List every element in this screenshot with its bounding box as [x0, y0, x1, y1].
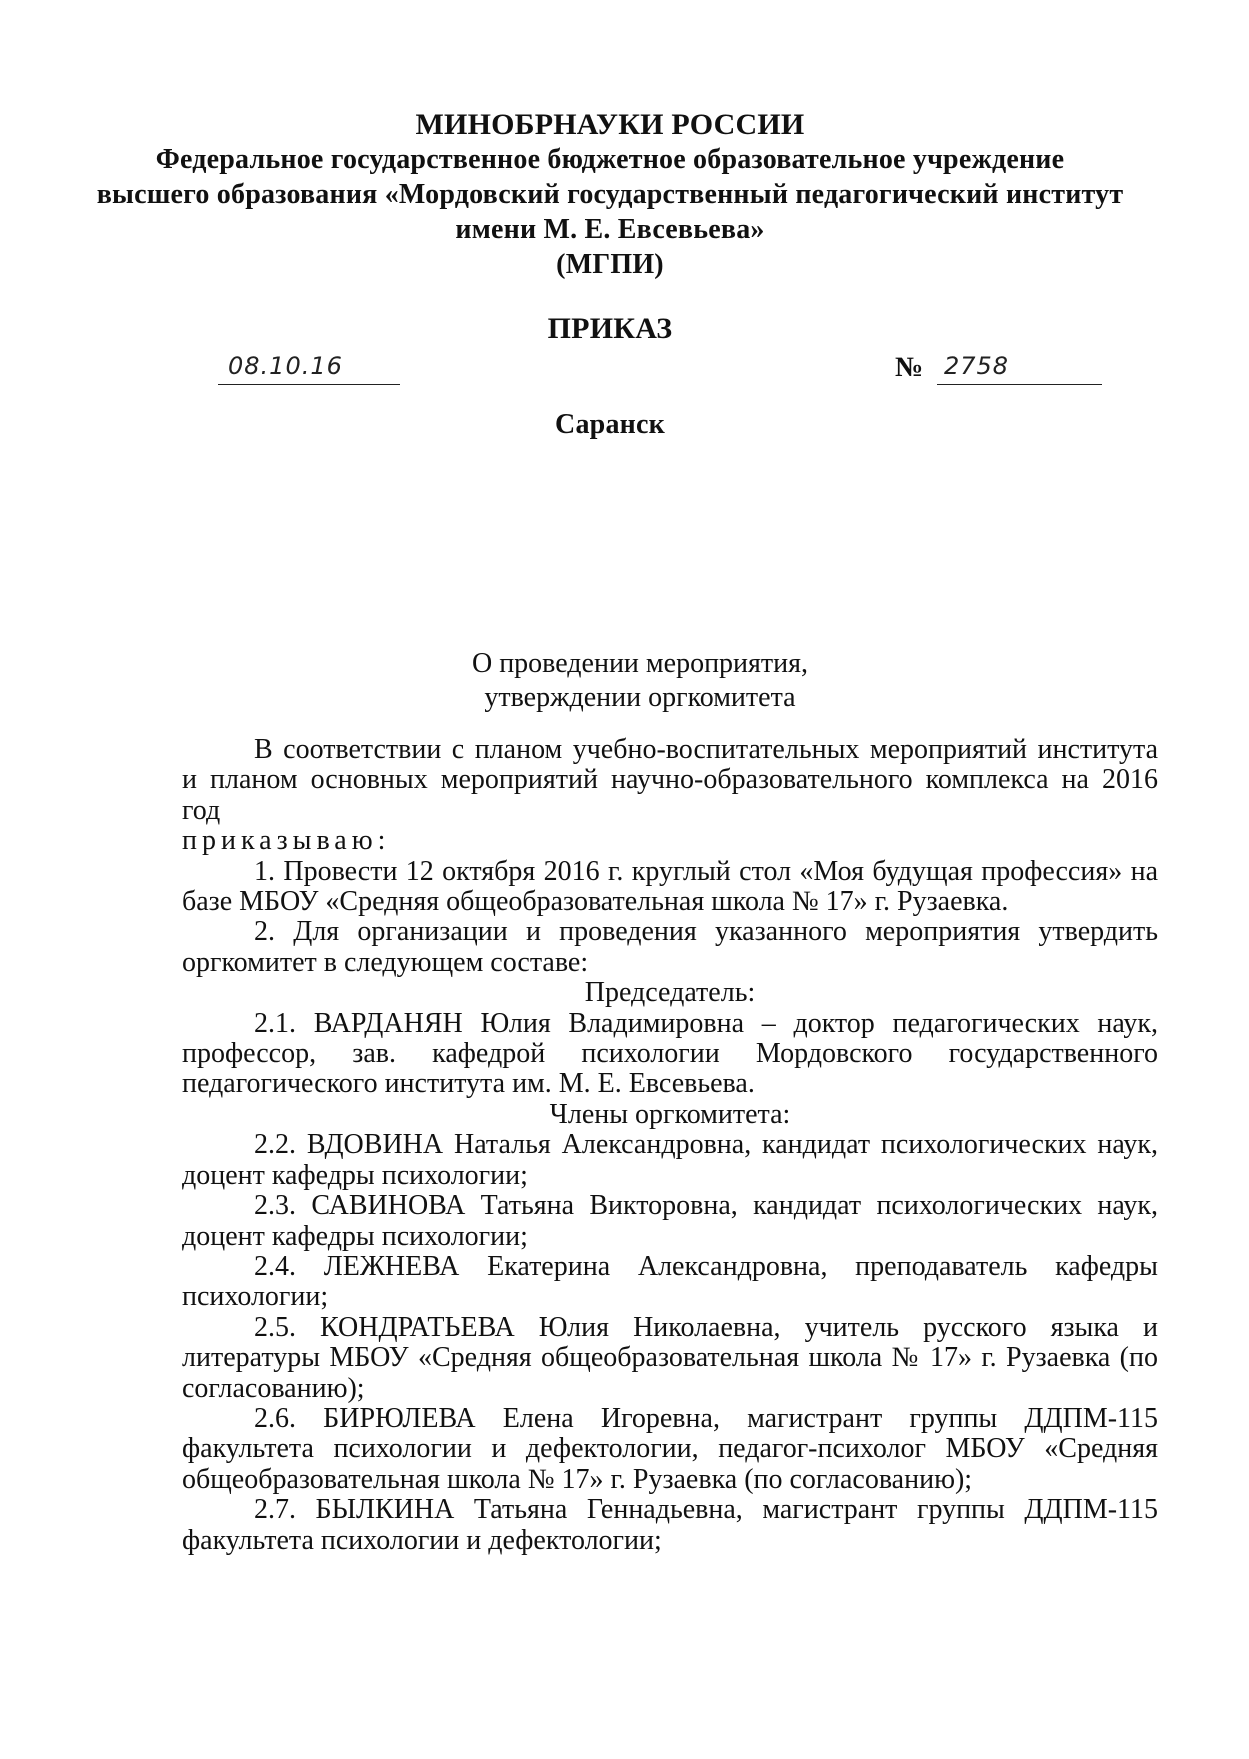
item-1: 1. Провести 12 октября 2016 г. круглый стол «Моя будущая профессия» на базе МБОУ «Средняя общеобразовательная школа № 17» г. Рузаевка. [182, 855, 1158, 918]
order-body [182, 735, 1158, 1556]
handwritten-date: 08.10.16 [228, 352, 343, 380]
members-heading: Члены оргкомитета: [549, 1098, 791, 1130]
item-2-2: 2.2. ВДОВИНА Наталья Александровна, кандидат психологических наук, доцент кафедры психологии; [182, 1129, 1158, 1191]
item-2-5: 2.5. КОНДРАТЬЕВА Юлия Николаевна, учитель русского языка и литературы МБОУ «Средняя общеобразовательная школа № 17» г. Рузаевка (по согласованию); [182, 1311, 1158, 1404]
document-type-title: ПРИКАЗ [547, 312, 673, 345]
order-word: приказываю: [182, 825, 391, 857]
item-2-4: 2.4. ЛЕЖНЕВА Екатерина Александровна, преподаватель кафедры психологии; [182, 1250, 1158, 1313]
organization-line-2: высшего образования «Мордовский государственный педагогический институт [96, 179, 1124, 210]
organization-line-1: Федеральное государственное бюджетное образовательное учреждение [155, 144, 1065, 175]
ministry-title: МИНОБРНАУКИ РОССИИ [415, 108, 805, 141]
organization-line-3: имени М. Е. Евсевьева» [455, 214, 765, 245]
subject-line-2: утверждении оргкомитета [484, 682, 796, 713]
number-sign: № [895, 352, 924, 383]
item-2-1: 2.1. ВАРДАНЯН Юлия Владимировна – доктор педагогических наук, профессор, зав. кафедрой психологии Мордовского государственного педагогического института им. М. Е. Евсевьева. [182, 1007, 1158, 1100]
item-2-6: 2.6. БИРЮЛЕВА Елена Игоревна, магистрант группы ДДПМ-115 факультета психологии и дефектологии, педагог-психолог МБОУ «Средняя общеобразовательная школа № 17» г. Рузаевка (по согласованию); [182, 1402, 1158, 1495]
chair-heading: Председатель: [584, 977, 756, 1009]
item-2: 2. Для организации и проведения указанного мероприятия утвердить оргкомитет в следующем составе: [182, 916, 1158, 978]
handwritten-number: 2758 [944, 352, 1010, 380]
preamble-paragraph: В соответствии с планом учебно-воспитательных мероприятий института и планом основных мероприятий научно-образовательного комплекса на 2016 год [182, 734, 1158, 826]
city-name: Саранск [555, 409, 665, 440]
organization-abbreviation: (МГПИ) [556, 249, 664, 280]
item-2-3: 2.3. САВИНОВА Татьяна Викторовна, кандидат психологических наук, доцент кафедры психологии; [182, 1190, 1158, 1252]
item-2-7: 2.7. БЫЛКИНА Татьяна Геннадьевна, магистрант группы ДДПМ-115 факультета психологии и дефектологии; [182, 1494, 1158, 1556]
subject-line-1: О проведении мероприятия, [471, 648, 809, 679]
